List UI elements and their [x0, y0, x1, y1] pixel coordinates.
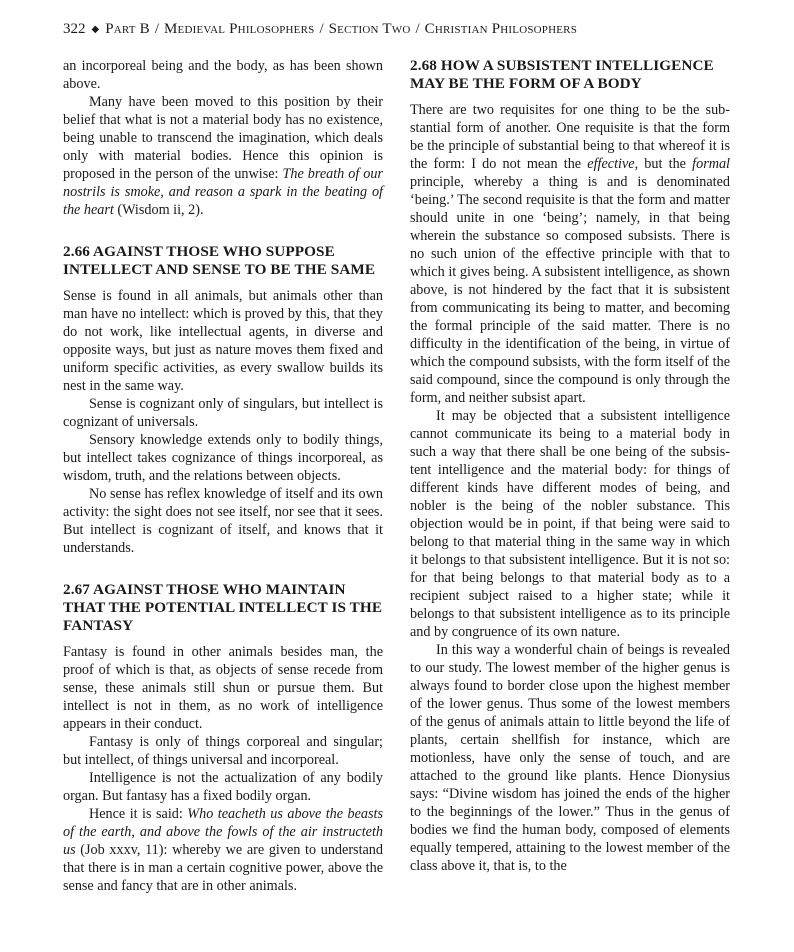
section-heading-2-68: 2.68 HOW A SUBSISTENT INTELLIGENCE MAY BE THE FORM OF A BODY — [410, 57, 714, 92]
section-heading-2-66: 2.66 AGAINST THOSE WHO SUPPOSE INTELLECT AND SENSE TO BE THE SAME — [63, 243, 376, 278]
paragraph: Fantasy is only of things corporeal and singular; but intellect, of things universal and incorporeal. — [63, 734, 383, 768]
header-section-group: Medieval Philosophers — [164, 21, 315, 37]
header-part: Part B — [105, 21, 150, 37]
section-heading-2-67: 2.67 AGAINST THOSE WHO MAINTAIN THAT THE POTENTIAL INTELLECT IS THE FANTASY — [63, 581, 383, 634]
header-subsection: Christian Philosophers — [424, 21, 578, 37]
paragraph: Sense is cognizant only of singulars, but intellect is cognizant of universals. — [63, 396, 383, 430]
paragraph: Many have been moved to this position by their belief that what is not a material body has no existence, being unable to transcend the imagination, which deals only with material bodies. Hence this opinion is proposed in the person of the unwise: The breath of our nostrils is smoke, and reason a spark in the beating of the heart (Wisdom ii, 2). — [63, 94, 383, 218]
paragraph: Hence it is said: Who teacheth us above the beasts of the earth, and above the fowls of the air instructeth us (Job xxxv, 11): whereby we are given to understand that there is in man a certain cognitive power, above the sense and fancy that are in other animals. — [63, 806, 384, 894]
paragraph: It may be objected that a subsistent intelligence cannot communicate its being to a material body in such a way that there shall be one being of the subsistent intelligence and the material body: for things of different kinds have different modes of being, and nobler is the being of the nobler substance. This objection would be in point, if that being were said to belong to that material thing in the same way in which it belongs to that subsistent intelligence. But it is not so: for that being belongs to that material body as to a recipient subject raised to a higher state; while it belongs to that subsistent intelligence as to its principle and by congruence of its own nature. — [410, 408, 730, 640]
running-header — [63, 20, 743, 40]
scripture-quote: The breath of our nostrils is smoke, and reason a spark in the beating of the heart — [63, 166, 383, 218]
paragraph: Intelligence is not the actualization of any bodily organ. But fantasy has a fixed bodily organ. — [63, 770, 383, 804]
paragraph: Sensory knowledge extends only to bodily things, but intellect takes cognizance of things incorporeal, as wisdom, truth, and the relations between objects. — [63, 432, 383, 484]
right-column — [410, 57, 730, 875]
paragraph: No sense has reflex knowledge of itself and its own activity: the sight does not see itself, nor see that it sees. But intellect is cognizant of itself, and knows that it understands. — [63, 486, 383, 556]
ornament-diamond-icon: ◆ — [91, 24, 100, 35]
page-number: 322 — [63, 21, 86, 37]
paragraph: Sense is found in all animals, but animals other than man have no intellect: which is proved by this, that they do not work, like intellectual agents, in diverse and opposite ways, but just as nature moves them fixed and uniform specific activities, as every swallow builds its nest in the same way. — [63, 288, 383, 394]
header-separator: / — [154, 21, 160, 37]
paragraph: an incorporeal being and the body, as has been shown above. — [63, 58, 383, 92]
paragraph: There are two requisites for one thing to be the substantial form of another. One requisite is that the form be the principle of substantial being to that whereof it is the form: I do not mean the effective, but the formal principle, whereby a thing is and is denominated ‘being.’ The second requisite is that the form and matter should unite in one ‘being’; namely, in that being wherein the substance so composed subsists. There is no such union of the effective principle with that to which it gives being. A subsistent intelligence, as shown above, is not hindered by the fact that it is subsistent from communicating its being to matter, and becoming the formal principle of the said matter. There is no difficulty in the identification of the being, in virtue of which the compound subsists, with the form itself of the said compound, since the compound is only through the form, and neither subsist apart. — [410, 102, 730, 406]
paragraph: Fantasy is found in other animals besides man, the proof of which is that, as objects of sense recede from sense, these animals still shun or pursue them. But intellect is not in them, as no work of intelligence appears in their conduct. — [63, 644, 383, 732]
header-separator: / — [319, 21, 324, 37]
left-column — [63, 57, 383, 895]
scripture-quote: Who teacheth us above the beasts of the earth, and above the fowls of the air instructeth us — [63, 806, 384, 858]
paragraph: In this way a wonderful chain of beings is revealed to our study. The lowest member of the higher genus is always found to border close upon the highest member of the lower genus. Thus some of the lowest members of the genus of animals attain to little beyond the life of plants, certain shellfish for instance, which are motionless, have only the sense of touch, and are attached to the ground like plants. Hence Dionysius says: “Divine wisdom has joined the ends of the higher to the beginnings of the lower.” Thus in the genus of bodies we find the human body, composed of elements equally tempered, attaining to the lowest member of the class above it, that is, to the — [410, 642, 730, 874]
header-section: Section Two — [328, 21, 411, 37]
header-separator: / — [415, 21, 420, 37]
